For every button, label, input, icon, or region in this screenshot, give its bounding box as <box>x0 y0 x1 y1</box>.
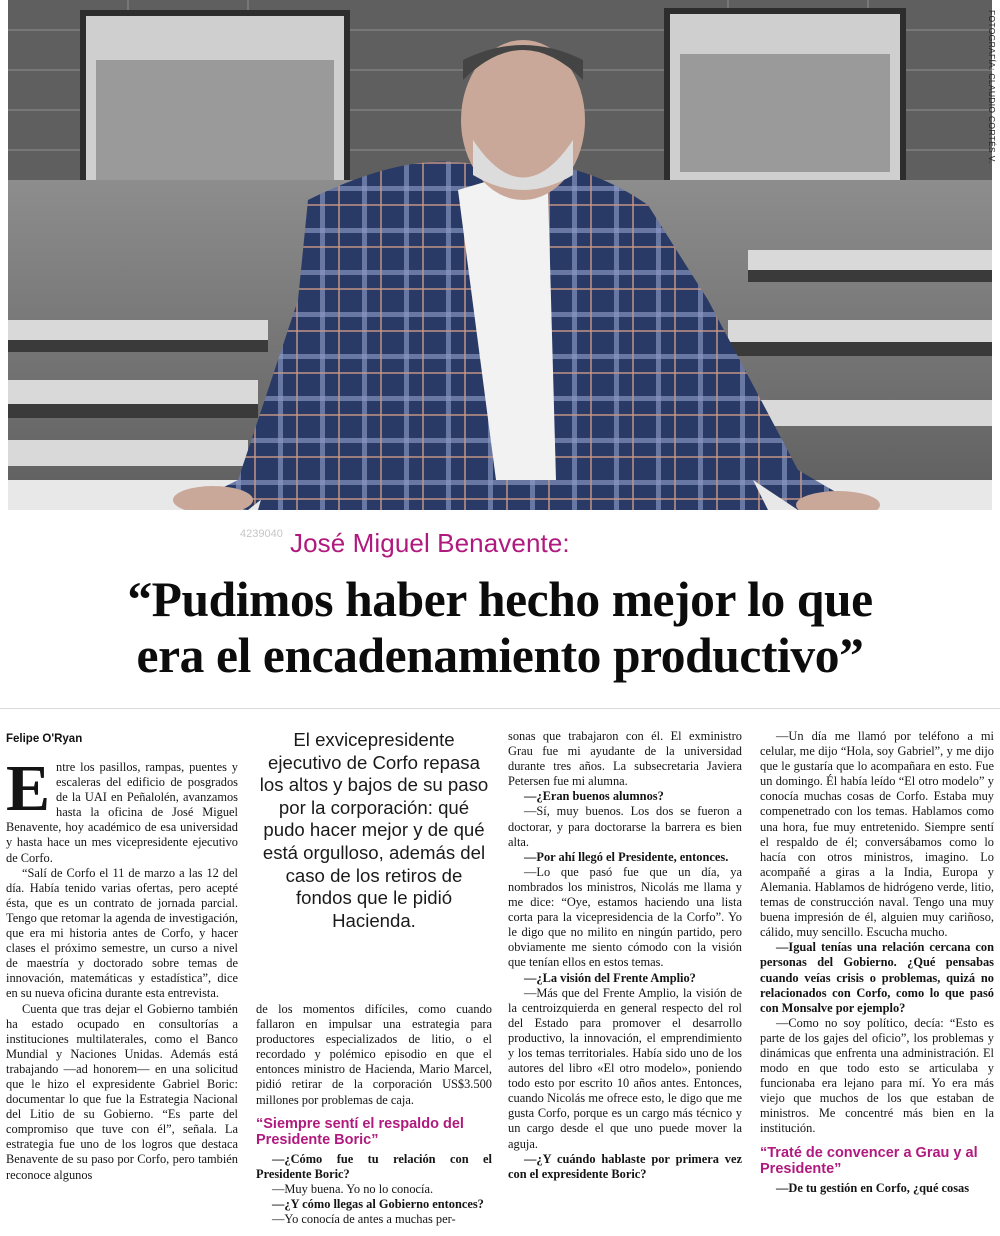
question: —Por ahí llegó el Presidente, entonces. <box>524 849 729 864</box>
paragraph: Cuenta que tras dejar el Gobierno también ha estado ocupado en consultorías a instituciones multilaterales, como el Banco Mundial y Naciones Unidas. Además está trabajando —ad honorem— en una solicitud que le hizo el expresidente Gabriel Boric: documentar lo que fue la Estrategia Nacional del Litio de su Gobierno. “Es parte del compromiso que tuve con él”, señala. La estrategia fue uno de los logros que destaca Benavente de su paso por Corfo, pero también reconoce algunos <box>6 1001 238 1182</box>
question: —¿Eran buenos alumnos? <box>524 789 664 804</box>
paragraph: ntre los pasillos, rampas, puentes y escaleras del edificio de posgrados de la UAI en Peñalolén, avanzamos hasta la oficina de José Miguel Benavente, hoy académico de esa universidad y hasta hace un mes vicepresidente ejecutivo de Corfo. <box>6 760 238 865</box>
paragraph: “Salí de Corfo el 11 de marzo a las 12 del día. Había tenido varias ofertas, pero acepté ésta, que es un contrato de jornada parcial. Tengo que retomar la agenda de investigación, que era mi historia antes de Corfo, y hacer clases el próximo semestre, un curso a nivel de maestría y doctorado sobre temas de innovación, matemáticas y estadística”, dice en su nueva oficina durante esta entrevista. <box>6 865 238 1001</box>
question: —¿Y cuándo hablaste por primera vez con el expresidente Boric? <box>508 1151 742 1181</box>
answer: —Un día me llamó por teléfono a mi celular, me dijo “Hola, soy Gabriel”, y me dijo que le gustaría que lo acompañara en esto. Fue un domingo. Él había leído “El otro modelo” y conocía muchas cosas de Corfo. Estaba muy compenetrado con los temas. Hablamos como una hora, fue muy entretenido. Siempre sentí el respaldo de él; conversábamos como lo hacía con otros ministros, imagino. Lo acompañé a giras a la India, Europa y Alemania. Hablamos de hidrógeno verde, litio, temas de construcción naval. Tengo una muy buena impresión de él, alguien muy cariñoso, cálido, muy sencillo. Escucha mucho. <box>760 729 994 940</box>
answer: —Como no soy político, decía: “Esto es parte de los gajes del oficio”, los problemas y dinámicas que enfrenta una administración. El modo en que todo esto se articulaba y funcionaba era lejano para mí. Yo era más viejo que muchos de los que estaban de ministros. Me concentré más bien en la institución. <box>760 1015 994 1136</box>
portrait-photo <box>8 0 992 510</box>
column-3 <box>508 729 742 1182</box>
divider <box>0 708 1000 709</box>
answer: —Lo que pasó fue que un día, ya nombrados los ministros, Nicolás me llama y me dice: “Oye, estamos haciendo una lista corta para la vicepresidencia de la Corfo”. Yo le digo que no milito en ningún partido, pero obviamente me siento cómodo con la visión que tenían ellos en estos temas. <box>508 864 742 970</box>
paragraph: de los momentos difíciles, como cuando fallaron en impulsar una estrategia para productores especializados de litio, o el recordado y polémico episodio en que el entonces ministro de Hacienda, Mario Marcel, pidió retirar de la corporación US$3.500 millones por problemas de caja. <box>256 1002 492 1107</box>
answer: —Yo conocía de antes a muchas per- <box>272 1212 456 1227</box>
drop-cap: E <box>6 752 51 825</box>
headline-line-2: era el encadenamiento productivo” <box>136 628 864 683</box>
paragraph: sonas que trabajaron con él. El exministro Grau fue mi ayudante de la universidad durante tres años. La subsecretaria Javiera Petersen fue mi alumna. <box>508 729 742 789</box>
photo-illustration <box>8 0 992 510</box>
headline-line-1: “Pudimos haber hecho mejor lo que <box>127 572 873 627</box>
question: —¿La visión del Frente Amplio? <box>524 970 696 985</box>
byline: Felipe O'Ryan <box>6 733 83 745</box>
kicker-name: José Miguel Benavente: <box>290 528 570 558</box>
answer: —Sí, muy buenos. Los dos se fueron a doctorar, y para doctorarse la barrera es bien alta. <box>508 804 742 849</box>
column-2 <box>256 1002 492 1227</box>
answer: —Muy buena. Yo no lo conocía. <box>272 1181 434 1196</box>
question: —De tu gestión en Corfo, ¿qué cosas <box>776 1180 970 1195</box>
headline <box>0 572 1000 684</box>
question: —¿Y cómo llegas al Gobierno entonces? <box>272 1196 484 1211</box>
question: —Igual tenías una relación cercana con personas del Gobierno. ¿Qué pensabas cuando veías crisis o problemas, quizá no relacionados con Corfo, como lo que pasó con Monsalve por ejemplo? <box>760 940 994 1015</box>
column-4 <box>760 729 994 1196</box>
section-subhead: “Siempre sentí el respaldo del Presidente Boric” <box>256 1115 464 1148</box>
watermark-code: 4239040 <box>240 528 283 540</box>
question: —¿Cómo fue tu relación con el Presidente Boric? <box>256 1151 492 1181</box>
photo-credit: FOTOGRAFÍA: CLAUDIO CORTÉS V. <box>987 10 997 164</box>
column-1 <box>6 752 238 1183</box>
deck-summary: El exvicepresidente ejecutivo de Corfo repasa los altos y bajos de su paso por la corporación: qué pudo hacer mejor y de qué está orgulloso, además del caso de los retiros de fondos que le pidió Hacienda. <box>259 729 489 931</box>
answer: —Más que del Frente Amplio, la visión de la centroizquierda en general respecto del rol del Estado para promover el desarrollo productivo, la innovación, el emprendimiento y los temas territoriales. Había sido uno de los autores del libro «El otro modelo», poniendo todo esto por escrito 10 años antes. Entonces, cuando Nicolás me ofrece esto, le digo que me gusta Corfo, porque es un cargo más técnico y un cargo desde el que uno puede mover la aguja. <box>508 985 742 1151</box>
section-subhead: “Traté de convencer a Grau y al Presidente” <box>760 1144 978 1177</box>
